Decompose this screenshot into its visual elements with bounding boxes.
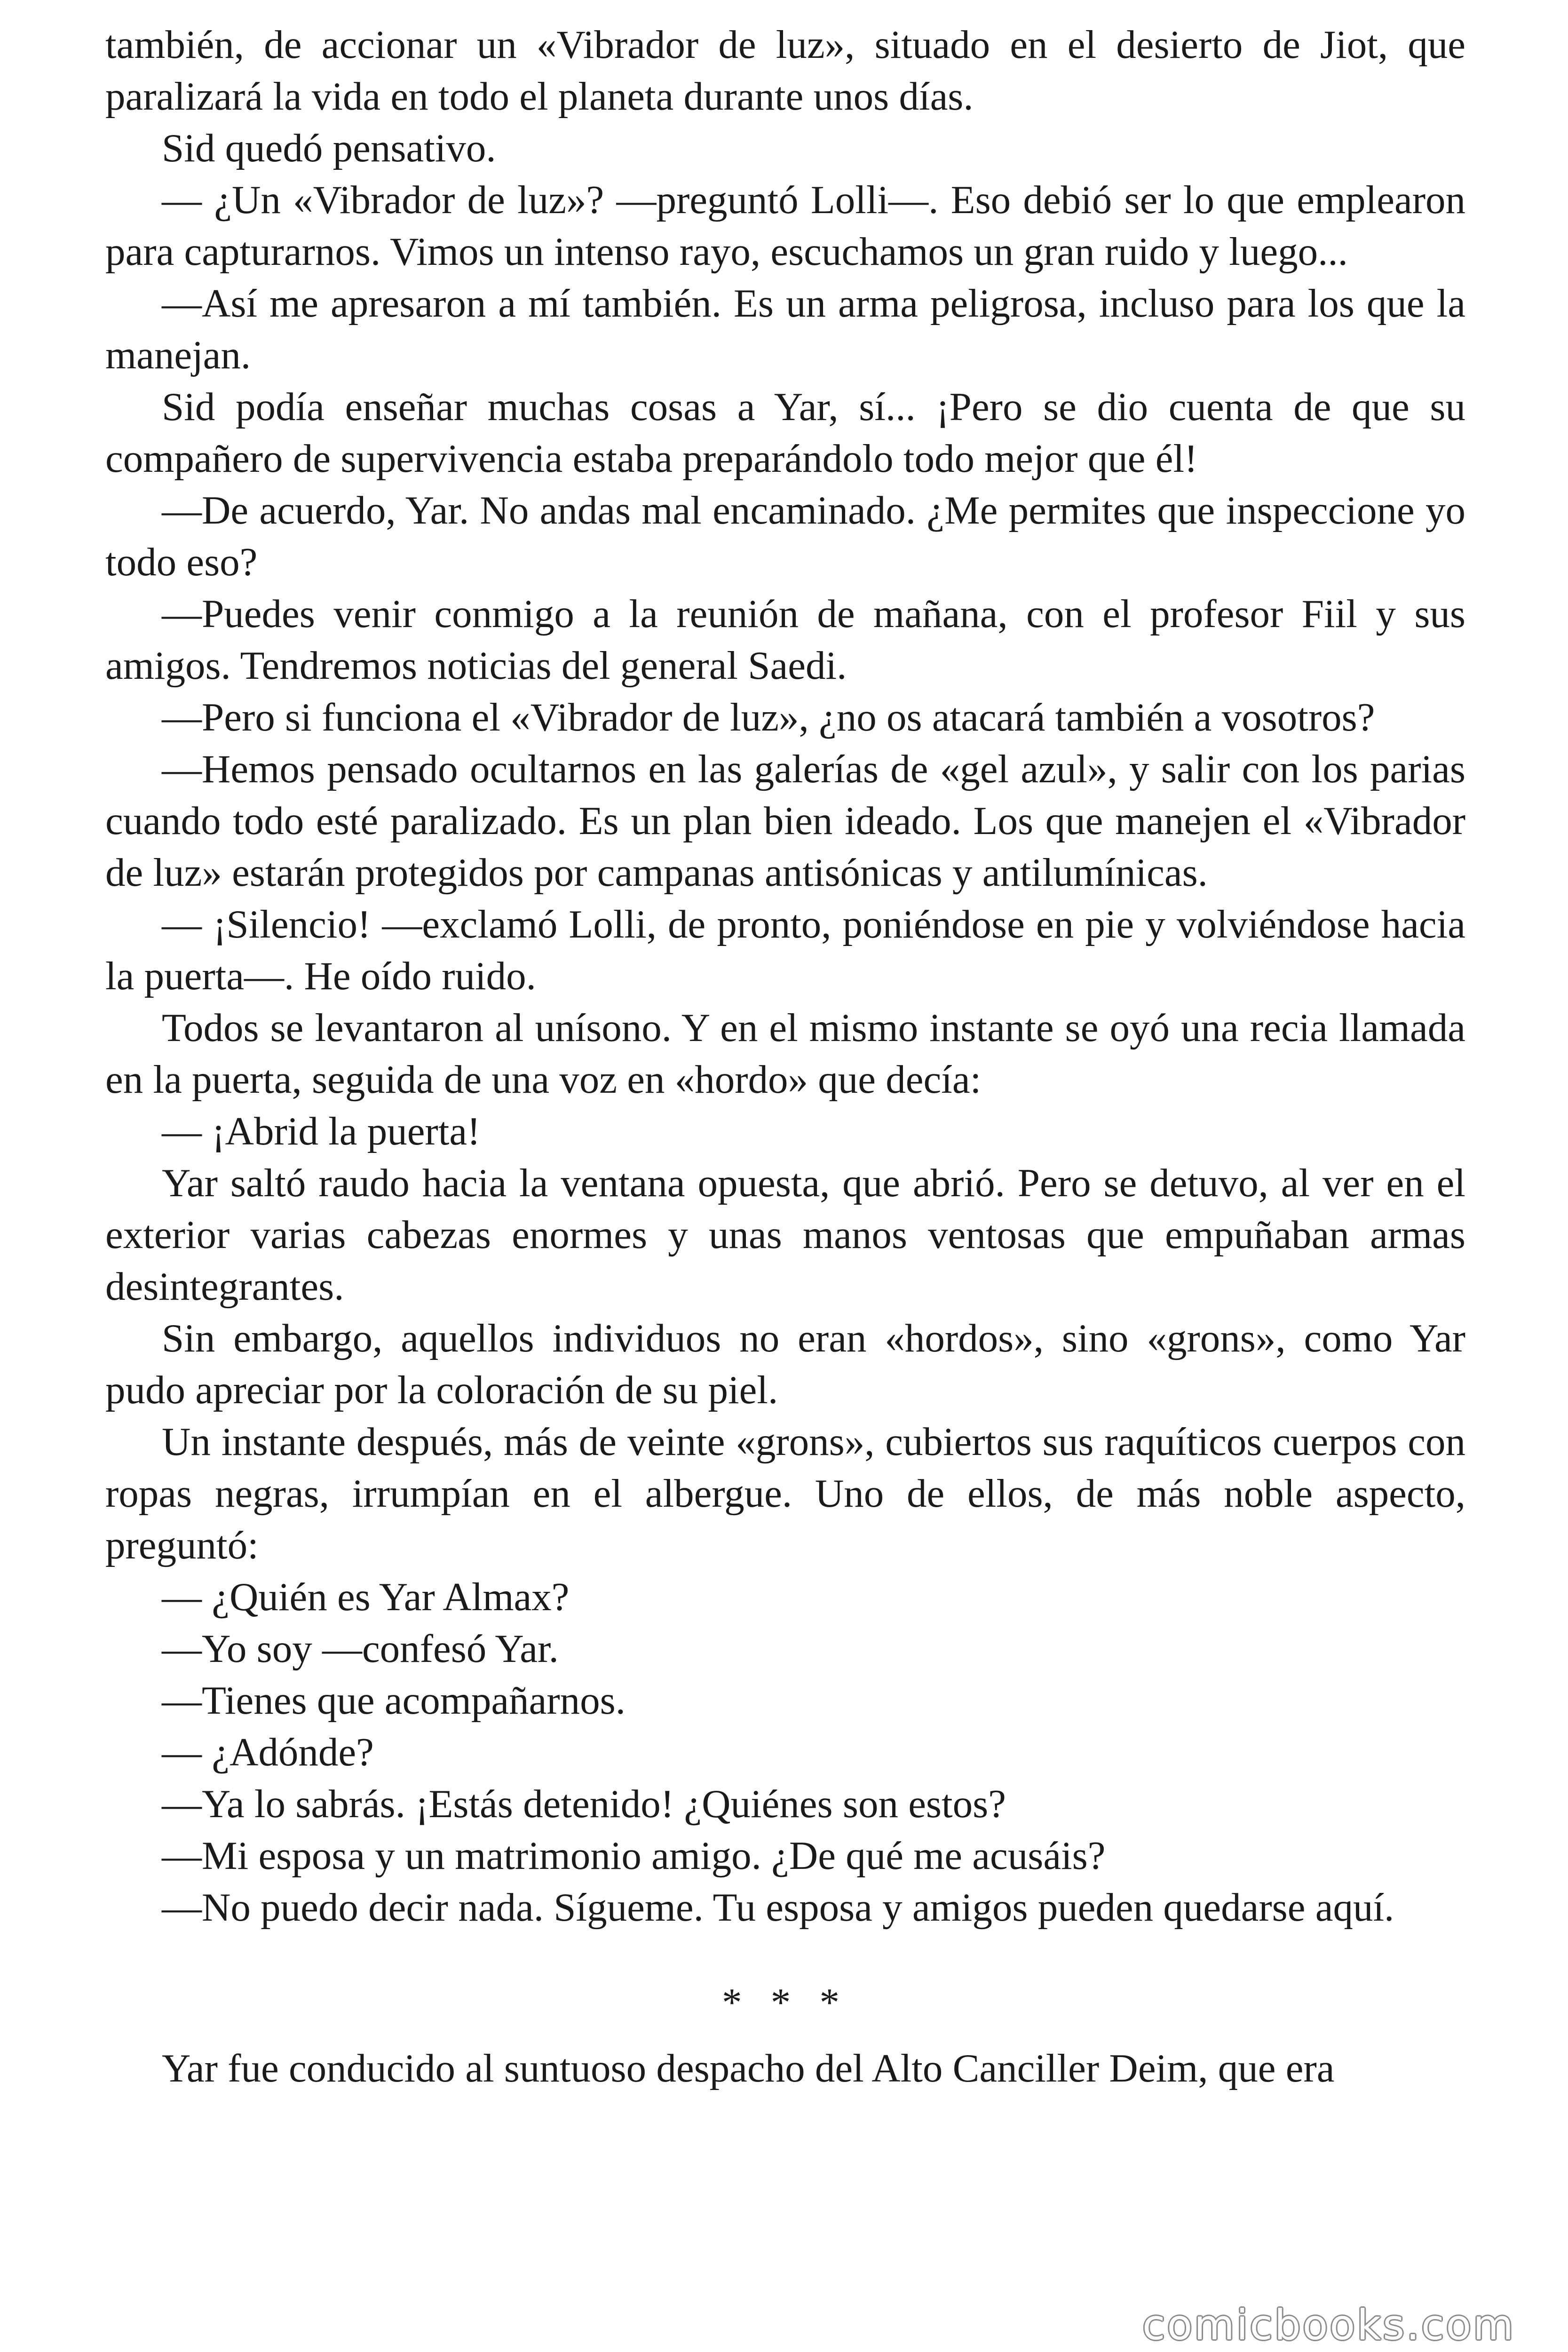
book-page bbox=[105, 19, 1465, 2094]
paragraph: —Así me apresaron a mí también. Es un arma peligrosa, incluso para los que la manejan. bbox=[105, 281, 1465, 377]
paragraph: —Yo soy —confesó Yar. bbox=[162, 1627, 559, 1671]
body-text bbox=[105, 19, 1465, 1933]
paragraph: —Tienes que acompañarnos. bbox=[162, 1678, 626, 1723]
watermark-logo: comicbooks.com bbox=[1142, 2301, 1515, 2349]
paragraph: — ¡Abrid la puerta! bbox=[162, 1109, 481, 1153]
paragraph: — ¿Adónde? bbox=[162, 1730, 374, 1774]
paragraph: también, de accionar un «Vibrador de luz», situado en el desierto de Jiot, que paralizará la vida en todo el planeta durante unos días. bbox=[105, 23, 1465, 119]
paragraph: —Hemos pensado ocultarnos en las galerías de «gel azul», y salir con los parias cuando todo esté paralizado. Es un plan bien ideado. Los que manejen el «Vibrador de luz» estarán protegidos por campanas antisónicas y antilumínicas. bbox=[105, 747, 1465, 895]
paragraph: — ¿Quién es Yar Almax? bbox=[162, 1575, 570, 1619]
paragraph: Sin embargo, aquellos individuos no eran «hordos», sino «grons», como Yar pudo apreciar por la coloración de su piel. bbox=[105, 1316, 1465, 1412]
paragraph: Un instante después, más de veinte «grons», cubiertos sus raquíticos cuerpos con ropas negras, irrumpían en el albergue. Uno de ellos, de más noble aspecto, preguntó: bbox=[105, 1420, 1465, 1567]
paragraph: — ¡Silencio! —exclamó Lolli, de pronto, poniéndose en pie y volviéndose hacia la puerta—. He oído ruido. bbox=[105, 902, 1465, 998]
final-paragraph: Yar fue conducido al suntuoso despacho del Alto Canciller Deim, que era bbox=[162, 2046, 1335, 2090]
paragraph: Sid podía enseñar muchas cosas a Yar, sí... ¡Pero se dio cuenta de que su compañero de supervivencia estaba preparándolo todo mejor que él! bbox=[105, 385, 1465, 481]
paragraph: —De acuerdo, Yar. No andas mal encaminado. ¿Me permites que inspeccione yo todo eso? bbox=[105, 488, 1465, 584]
paragraph: Todos se levantaron al unísono. Y en el mismo instante se oyó una recia llamada en la puerta, seguida de una voz en «hordo» que decía: bbox=[105, 1006, 1465, 1102]
paragraph: — ¿Un «Vibrador de luz»? —preguntó Lolli—. Eso debió ser lo que emplearon para capturarnos. Vimos un intenso rayo, escuchamos un gran ruido y luego... bbox=[105, 178, 1465, 274]
paragraph: —Ya lo sabrás. ¡Estás detenido! ¿Quiénes son estos? bbox=[162, 1782, 1006, 1826]
section-separator: * * * bbox=[722, 1980, 849, 2025]
paragraph: Yar saltó raudo hacia la ventana opuesta, que abrió. Pero se detuvo, al ver en el exterior varias cabezas enormes y unas manos ventosas que empuñaban armas desintegrantes. bbox=[105, 1161, 1465, 1309]
paragraph: —Mi esposa y un matrimonio amigo. ¿De qué me acusáis? bbox=[162, 1834, 1106, 1878]
paragraph: —Pero si funciona el «Vibrador de luz», ¿no os atacará también a vosotros? bbox=[162, 695, 1375, 739]
paragraph: —No puedo decir nada. Sígueme. Tu esposa y amigos pueden quedarse aquí. bbox=[162, 1885, 1394, 1930]
paragraph: —Puedes venir conmigo a la reunión de mañana, con el profesor Fiil y sus amigos. Tendremos noticias del general Saedi. bbox=[105, 592, 1465, 688]
paragraph: Sid quedó pensativo. bbox=[162, 126, 496, 170]
